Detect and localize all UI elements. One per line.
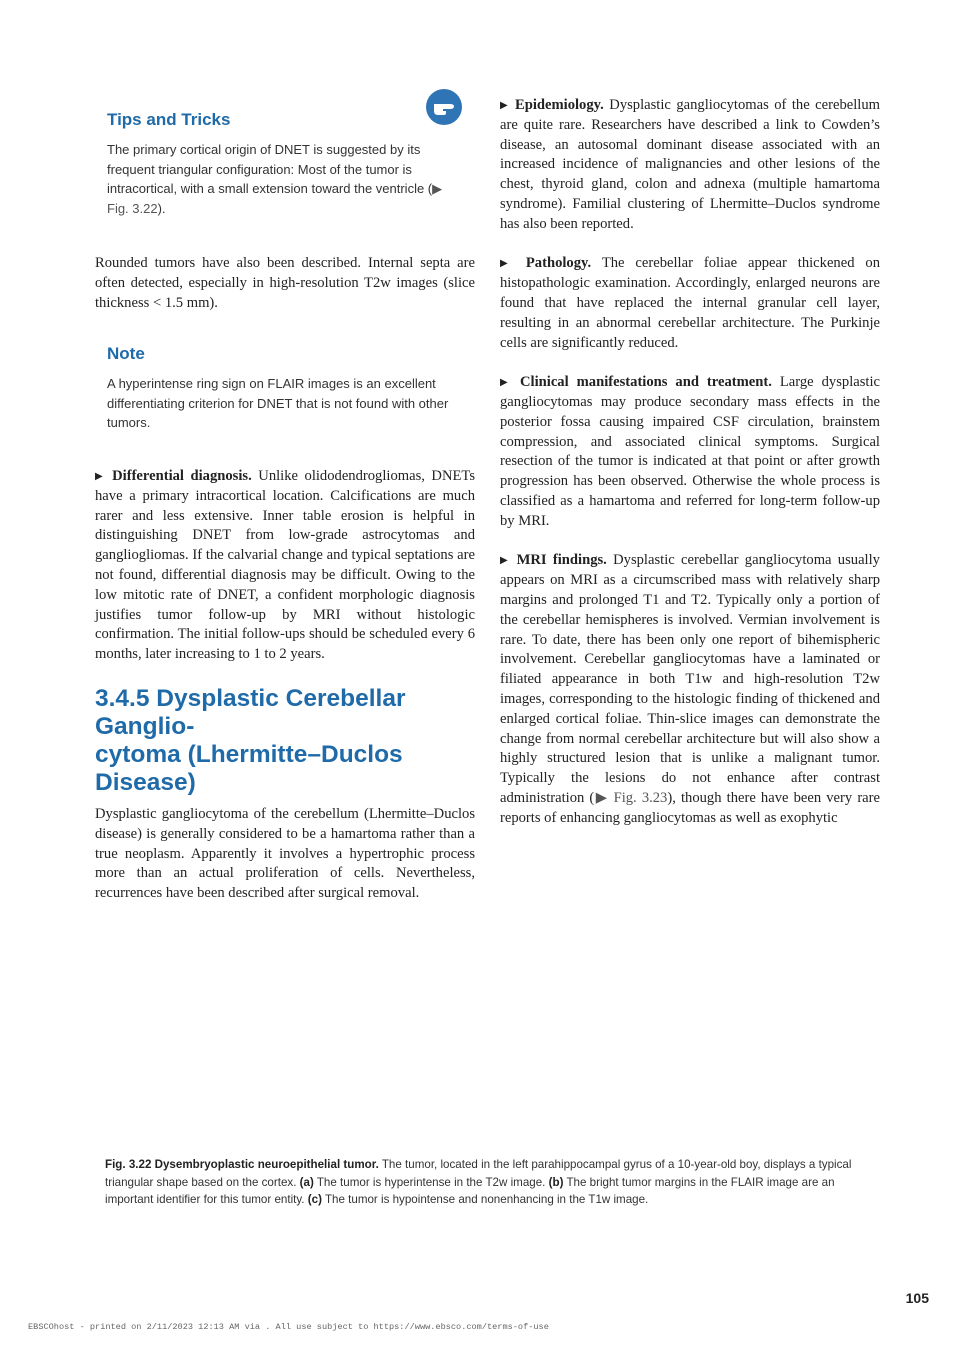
tips-text-main: The primary cortical origin of DNET is suggested by its frequent triangular configuration: Most of the tumor is intracortical, with a small extension toward the ventricle ( — [107, 142, 433, 197]
caption-text-c: The tumor is hypointense and nonenhancing in the T1w image. — [321, 1193, 649, 1207]
paragraph-lead: Differential diagnosis. — [112, 468, 252, 484]
paragraph-pathology — [500, 254, 880, 353]
paragraph-differential-diagnosis — [95, 467, 475, 665]
paragraph-text-end: ), though there have been very rare reports of enhancing gangliocytomas as well as exophytic — [500, 789, 880, 826]
caption-text-b: The bright tumor margins in the FLAIR image are an important identifier for this tumor entity. — [105, 1175, 835, 1207]
paragraph-text: Dysplastic gangliocytomas of the cerebellum are quite rare. Researchers have described a link to Cowden’s disease, an autosomal dominant disease associated with an increased incidence of malignancies and other lesions of the chest, thyroid gland, colon and adnexa (multiple hamartoma syndrome). Familial clustering of Lhermitte–Duclos syndrome has also been reported. — [500, 97, 880, 232]
note-title: Note — [107, 344, 145, 363]
triangle-marker: ▶ — [500, 100, 510, 111]
paragraph-lead: Epidemiology. — [515, 97, 604, 113]
section-heading-line-2: cytoma (Lhermitte–Duclos Disease) — [95, 741, 403, 796]
paragraph-lead: Pathology. — [525, 255, 592, 272]
triangle-marker: ▶ — [500, 258, 515, 270]
triangle-marker: ▶ — [500, 555, 511, 567]
paragraph-lead: Clinical manifestations and treatment. — [520, 374, 772, 391]
paragraph-rounded-tumors: Rounded tumors have also been described. Internal septa are often detected, especially in high-resolution T2w images (slice thickness < 1.5 mm). — [95, 255, 475, 311]
footer-notice: EBSCOhost - printed on 2/11/2023 12:13 AM via . All use subject to https://www.ebsco.com/terms-of-use — [28, 1322, 549, 1332]
paragraph-text: The cerebellar foliae appear thickened on histopathologic examination. Accordingly, enlarged neurons are found that have replaced the internal granular cell layer, resulting in an abnormal cerebellar architecture. The Purkinje cells are significantly reduced. — [500, 255, 880, 351]
paragraph-dysplastic-gangliocytoma: Dysplastic gangliocytoma of the cerebellum (Lhermitte–Duclos disease) is generally considered to be a hamartoma rather than a true neoplasm. Apparently it involves a hypertrophic process more than an actual proliferation of cells. Nevertheless, recurrences have been described after surgical removal. — [95, 806, 475, 902]
tips-title: Tips and Tricks — [107, 110, 231, 129]
tips-box — [107, 110, 467, 218]
note-box — [107, 344, 467, 433]
figure-caption — [105, 1156, 885, 1209]
triangle-marker: ▶ — [95, 471, 106, 482]
note-text: A hyperintense ring sign on FLAIR images is an excellent differentiating criterion for DNET that is not found with other tumors. — [107, 376, 449, 431]
caption-part-b: (b) — [548, 1175, 564, 1189]
caption-text: The tumor, located in the left parahippocampal gyrus of a 10-year-old boy, displays a typical triangular shape based on the cortex. — [105, 1158, 852, 1189]
section-3-4-5 — [95, 685, 475, 904]
paragraph-clinical-manifestations — [500, 373, 880, 531]
tips-fig-ref[interactable]: ▶ Fig. 3.22 — [107, 181, 443, 216]
right-column — [500, 96, 880, 828]
tips-text-end: ). — [157, 200, 166, 216]
tips-text — [107, 140, 467, 218]
paragraph-lead: MRI findings. — [516, 552, 607, 569]
fig-3-23-ref[interactable]: ▶ Fig. 3.23 — [594, 789, 668, 806]
paragraph-epidemiology — [500, 96, 880, 235]
section-heading — [95, 685, 475, 797]
paragraph-mri-findings — [500, 551, 880, 828]
caption-part-a: (a) — [299, 1175, 314, 1189]
section-heading-line-1: 3.4.5 Dysplastic Cerebellar Ganglio- — [95, 685, 406, 740]
differential-diagnosis-section — [95, 467, 475, 665]
triangle-marker: ▶ — [500, 377, 513, 389]
paragraph-text: Unlike olidodendrogliomas, DNETs have a primary intracortical location. Calcifications are much rarer and less extensive. Inner table erosion is helpful in distinguishing DNET from low-grade astrocytomas and gangliogliomas. If the calvarial change and typical septations are not found, differential diagnosis may be difficult. Owing to the low mitotic rate of DNET, a confident morphologic diagnosis justifies tumor follow-up by MRI without histologic confirmation. The initial follow-ups should be scheduled every 6 months, later increasing to 1 to 2 years. — [95, 468, 475, 663]
paragraph-text: Dysplastic cerebellar gangliocytoma usually appears on MRI as a circumscribed mass with relatively sharp margins and prolonged T1 and T2. Typically only a portion of the cerebellar hemispheres is involved. Vermian involvement is rare. To date, there has been only one report of bihemispheric involvement. Cerebellar gangliocytomas have a laminated or filiated appearance in both T1w and high-resolution T2w images, corresponding to the histologic finding of thickened and enlarged cortical foliae. Thin-slice images can demonstrate the change from normal cerebellar architecture but will also show a highly structured lesion that is unlike a malignant tumor. Typically the lesions do not enhance after contrast administration ( — [500, 552, 880, 806]
caption-text-a: The tumor is hyperintense in the T2w image. — [313, 1175, 549, 1189]
caption-part-c: (c) — [307, 1193, 322, 1207]
left-column — [95, 254, 475, 313]
page-number: 105 — [905, 1290, 929, 1306]
caption-label: Fig. 3.22 Dysembryoplastic neuroepithelial tumor. — [105, 1158, 379, 1171]
paragraph-text: Large dysplastic gangliocytomas may produce secondary mass effects in the posterior fossa causing impaired CSF circulation, brainstem compression, and associated clinical symptoms. Surgical resection of the tumor is indicated at that point or after growth progression has been observed. Otherwise the whole process is classified as a hamartoma and referred for long-term follow-up by MRI. — [500, 374, 880, 529]
